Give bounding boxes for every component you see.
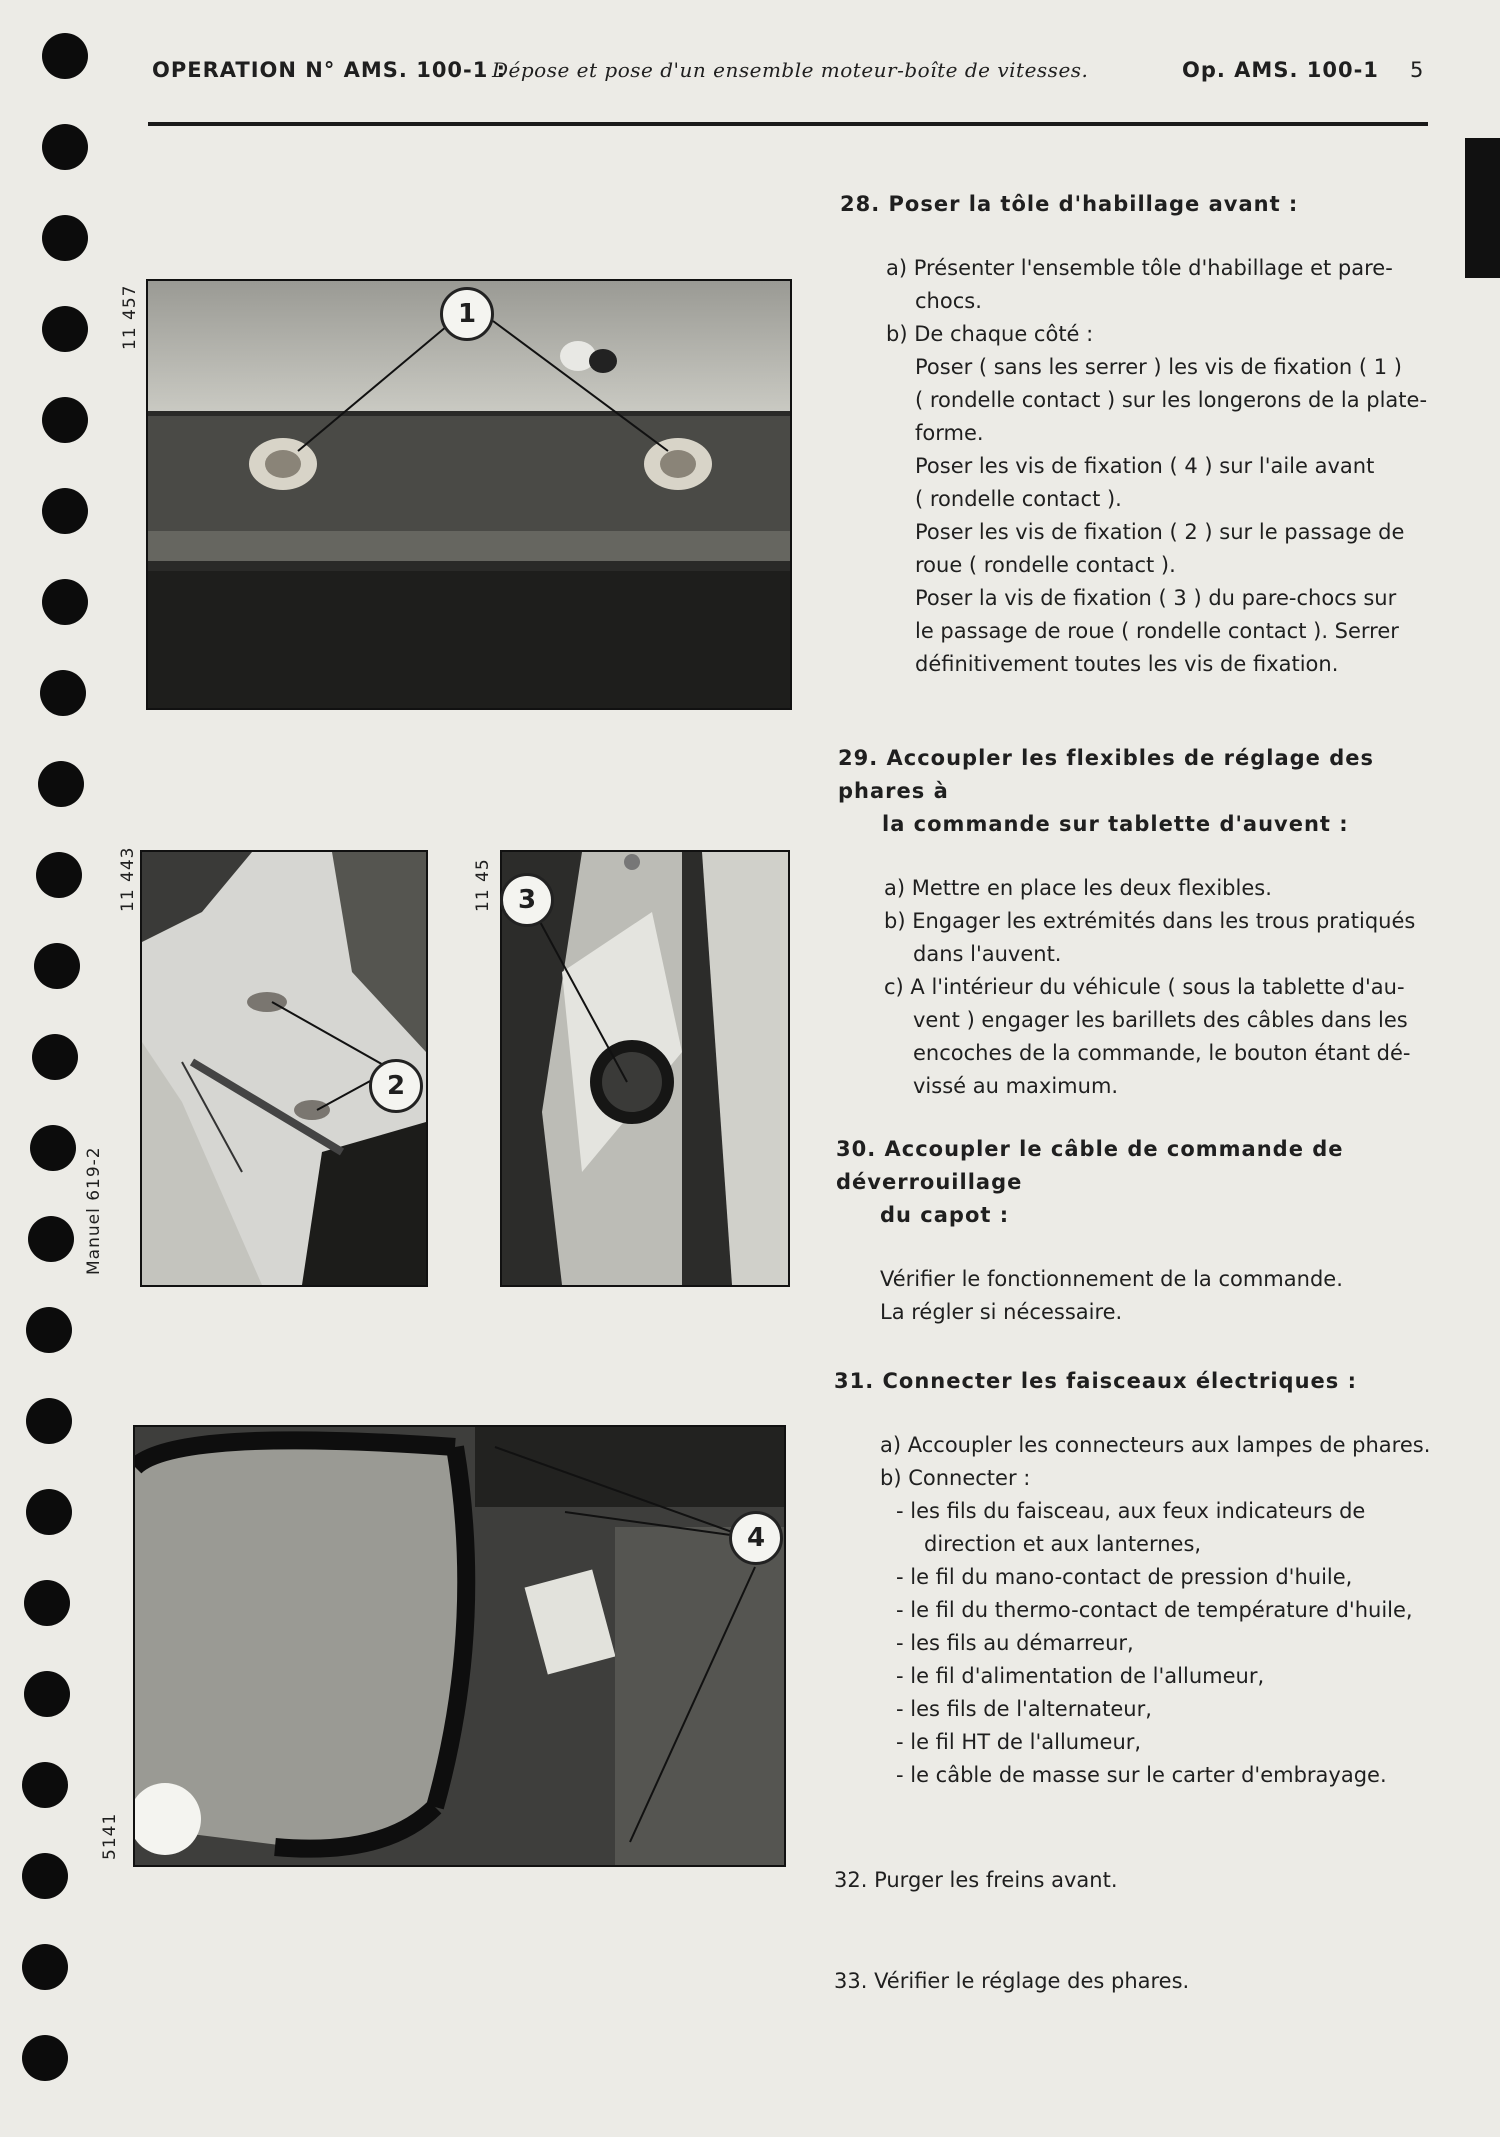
step-31-item: - les fils de l'alternateur,: [896, 1697, 1152, 1721]
step-32-title: 32. Purger les freins avant.: [834, 1868, 1118, 1892]
step-33-title: 33. Vérifier le réglage des phares.: [834, 1969, 1190, 1993]
manual-label: Manuel 619-2: [84, 1146, 104, 1275]
step-28-line: Poser les vis de fixation ( 4 ) sur l'aile avant: [915, 454, 1375, 478]
binder-hole: [42, 397, 88, 443]
step-31-title: 31. Connecter les faisceaux électriques :: [834, 1369, 1357, 1393]
binder-hole: [42, 124, 88, 170]
step-32: [834, 1864, 1454, 1897]
photo1-id-label: 11 457: [120, 284, 140, 350]
binder-hole: [42, 579, 88, 625]
step-30-title-line1: 30. Accoupler le câble de commande de déverrouillage: [836, 1137, 1344, 1194]
step-31-item: - le fil du mano-contact de pression d'huile,: [896, 1565, 1353, 1589]
step-28-line: définitivement toutes les vis de fixation.: [915, 652, 1339, 676]
step-28-a-line2: chocs.: [915, 289, 982, 313]
operation-number: OPERATION N° AMS. 100-1 :: [152, 58, 507, 82]
binder-hole: [26, 1307, 72, 1353]
photo3-id-label: 11 45: [473, 858, 493, 912]
photo2-id-label: 11 443: [118, 846, 138, 912]
step-28: [840, 188, 1460, 681]
step-31-item-cont: direction et aux lanternes,: [924, 1532, 1202, 1556]
binder-hole: [22, 1944, 68, 1990]
step-31-item: - le fil d'alimentation de l'allumeur,: [896, 1664, 1265, 1688]
binder-hole: [22, 1853, 68, 1899]
step-31-b: b) Connecter :: [880, 1466, 1031, 1490]
callout-1: 1: [440, 287, 494, 341]
callout-2: 2: [369, 1059, 423, 1113]
binder-hole: [32, 1034, 78, 1080]
binder-hole: [24, 1671, 70, 1717]
binder-hole: [38, 761, 84, 807]
step-28-line: Poser la vis de fixation ( 3 ) du pare-chocs sur: [915, 586, 1397, 610]
step-28-line: ( rondelle contact ) sur les longerons de la plate-: [915, 388, 1428, 412]
operation-title: Dépose et pose d'un ensemble moteur-boîte de vitesses.: [492, 58, 1089, 82]
step-31-a: a) Accoupler les connecteurs aux lampes de phares.: [880, 1433, 1431, 1457]
step-28-line: le passage de roue ( rondelle contact ). Serrer: [915, 619, 1399, 643]
binder-hole: [26, 1398, 72, 1444]
step-31-item: - les fils du faisceau, aux feux indicateurs de: [896, 1499, 1366, 1523]
step-29-title-line2: la commande sur tablette d'auvent :: [882, 812, 1349, 836]
step-28-line: Poser les vis de fixation ( 2 ) sur le passage de: [915, 520, 1405, 544]
binder-hole: [42, 306, 88, 352]
binder-hole: [42, 488, 88, 534]
step-29-c-line3: encoches de la commande, le bouton étant dé-: [913, 1041, 1411, 1065]
step-31-item: - le fil HT de l'allumeur,: [896, 1730, 1142, 1754]
binder-hole: [24, 1580, 70, 1626]
photo-front-panel-screws: [146, 279, 792, 710]
callout-4: 4: [729, 1511, 783, 1565]
binder-hole: [36, 852, 82, 898]
step-31-item: - les fils au démarreur,: [896, 1631, 1134, 1655]
step-29-a: a) Mettre en place les deux flexibles.: [884, 876, 1272, 900]
binder-hole: [42, 215, 88, 261]
binder-hole: [22, 2035, 68, 2081]
step-30-line2: La régler si nécessaire.: [880, 1300, 1123, 1324]
binder-hole: [26, 1489, 72, 1535]
step-29-b-line2: dans l'auvent.: [913, 942, 1062, 966]
binder-hole: [34, 943, 80, 989]
photo-headlamp-connectors: [133, 1425, 786, 1867]
binder-hole: [30, 1125, 76, 1171]
step-28-title: 28. Poser la tôle d'habillage avant :: [840, 192, 1299, 216]
binder-hole: [22, 1762, 68, 1808]
step-30: [836, 1133, 1476, 1329]
step-31-item: - le fil du thermo-contact de température d'huile,: [896, 1598, 1413, 1622]
binder-hole: [40, 670, 86, 716]
step-29-c-line2: vent ) engager les barillets des câbles dans les: [913, 1008, 1408, 1032]
step-30-title-line2: du capot :: [880, 1203, 1010, 1227]
step-31: [834, 1365, 1474, 1792]
section-tab-marker: [1465, 138, 1500, 278]
binder-hole: [28, 1216, 74, 1262]
page-header: [152, 52, 1427, 92]
step-29-c-line1: c) A l'intérieur du véhicule ( sous la tablette d'au-: [884, 975, 1405, 999]
callout-3: 3: [500, 873, 554, 927]
operation-reference: Op. AMS. 100-1: [1182, 58, 1379, 82]
photo4-id-label: 5141: [100, 1812, 120, 1860]
step-28-line: Poser ( sans les serrer ) les vis de fixation ( 1 ): [915, 355, 1402, 379]
step-30-line1: Vérifier le fonctionnement de la commande.: [880, 1267, 1343, 1291]
step-28-line: ( rondelle contact ).: [915, 487, 1122, 511]
header-rule: [148, 122, 1428, 126]
step-28-b: b) De chaque côté :: [886, 322, 1094, 346]
step-29: [838, 742, 1458, 1103]
page-number: 5: [1410, 58, 1425, 82]
step-29-b-line1: b) Engager les extrémités dans les trous pratiqués: [884, 909, 1416, 933]
step-33: [834, 1965, 1454, 1998]
step-31-item: - le câble de masse sur le carter d'embrayage.: [896, 1763, 1387, 1787]
step-29-title-line1: 29. Accoupler les flexibles de réglage des phares à: [838, 746, 1374, 803]
binder-hole: [42, 33, 88, 79]
step-28-line: roue ( rondelle contact ).: [915, 553, 1176, 577]
step-29-c-line4: vissé au maximum.: [913, 1074, 1119, 1098]
step-28-a-line1: a) Présenter l'ensemble tôle d'habillage et pare-: [886, 256, 1393, 280]
step-28-line: forme.: [915, 421, 984, 445]
